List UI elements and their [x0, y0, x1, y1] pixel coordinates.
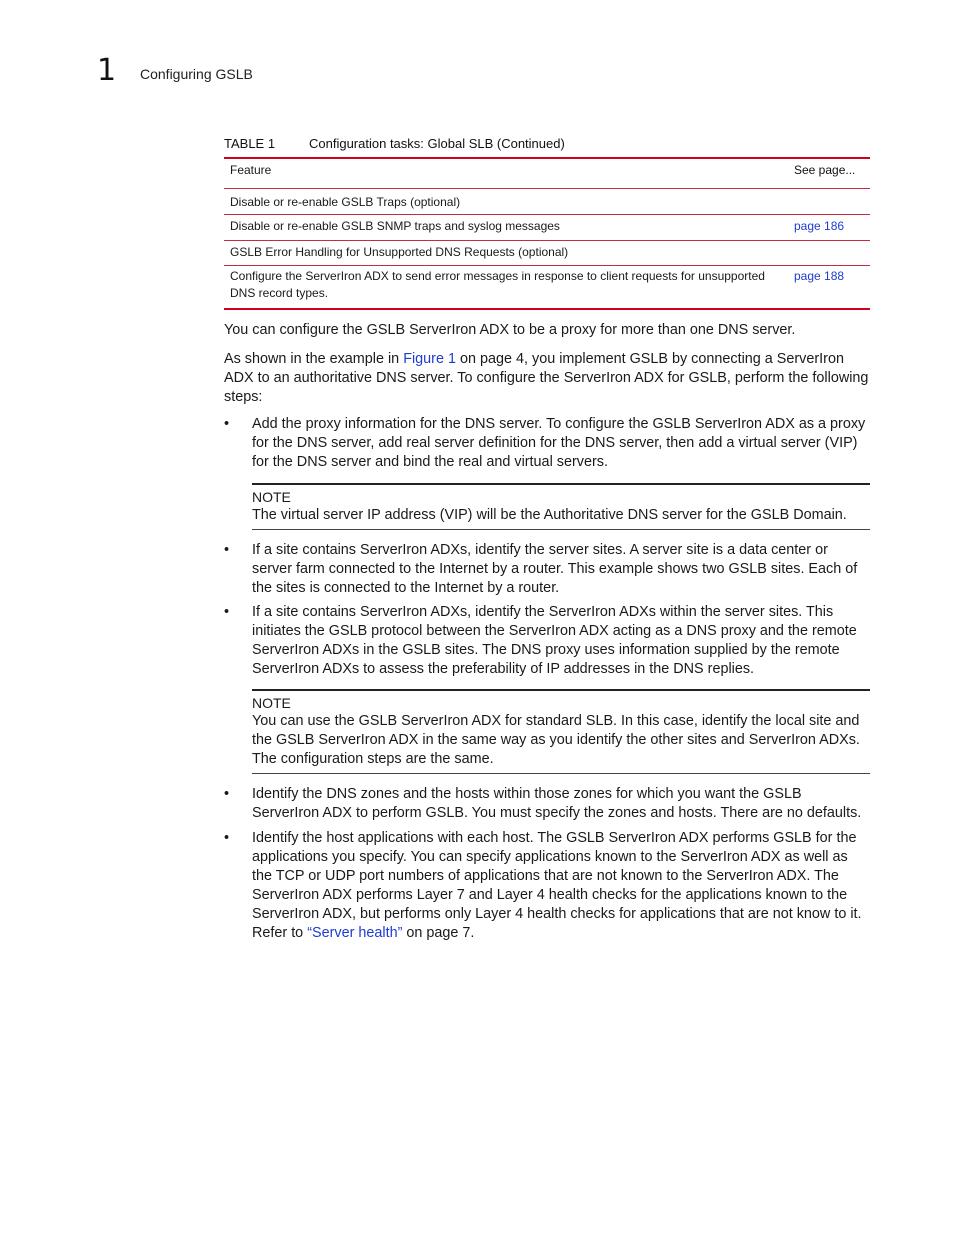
table-caption-title: Configuration tasks: Global SLB (Continued) [309, 136, 565, 151]
row-page-link[interactable]: page 188 [794, 269, 845, 283]
bullet-icon: • [224, 786, 230, 802]
table-row [224, 189, 870, 215]
list-item-text-part: Identify the host applications with each host. The GSLB ServerIron ADX performs GSLB for the applications you specify. You can specify applications known to the ServerIron ADX as well as the TCP or UDP port numbers of applications that are not known to the ServerIron ADX. The ServerIron ADX performs Layer 7 and Layer 4 health checks for the applications known to the ServerIron ADX, but performs only Layer 4 health checks for applications that are not know to it. Refer to [252, 830, 862, 941]
row-page [794, 194, 870, 214]
row-feature: Disable or re-enable GSLB SNMP traps and syslog messages [230, 219, 560, 233]
note-box [252, 689, 870, 774]
figure-1-link[interactable]: Figure 1 [403, 351, 456, 367]
config-tasks-table [224, 157, 870, 310]
header-see-page: See page... [794, 163, 856, 177]
list-item-text-part: on page 7. [402, 925, 475, 941]
note-box [252, 483, 870, 530]
bullet-icon: • [224, 604, 230, 620]
table-row [224, 215, 870, 241]
table-caption [224, 136, 565, 152]
server-health-link[interactable]: “Server health” [307, 925, 403, 941]
bullet-icon: • [224, 830, 230, 846]
table-caption-label: TABLE 1 [224, 136, 276, 151]
list-item-text: Identify the DNS zones and the hosts within those zones for which you want the GSLB ServerIron ADX to perform GSLB. You must specify the zones and hosts. There are no defaults. [252, 786, 862, 821]
table-row [224, 241, 870, 266]
row-feature: Configure the ServerIron ADX to send error messages in response to client requests for unsupported DNS record types. [230, 269, 765, 300]
list-item-text: Add the proxy information for the DNS server. To configure the GSLB ServerIron ADX as a proxy for the DNS server, add real server definition for the DNS server, then add a virtual server (VIP) for the DNS server and bind the real and virtual servers. [252, 416, 866, 470]
row-feature: GSLB Error Handling for Unsupported DNS Requests (optional) [230, 245, 569, 259]
note-text: The virtual server IP address (VIP) will be the Authoritative DNS server for the GSLB Domain. [252, 507, 847, 523]
bullet-icon: • [224, 542, 230, 558]
list-item-text: If a site contains ServerIron ADXs, identify the server sites. A server site is a data center or server farm connected to the Internet by a router. This example shows two GSLB sites. Each of the sites is connected to the Internet by a router. [252, 542, 858, 596]
paragraph-steps [224, 350, 870, 407]
note-title: NOTE [252, 489, 291, 505]
paragraph-proxy: You can configure the GSLB ServerIron ADX to be a proxy for more than one DNS server. [224, 322, 796, 338]
chapter-number: 1 [97, 53, 117, 88]
header-feature: Feature [230, 163, 272, 177]
table-row [224, 266, 870, 308]
row-feature: Disable or re-enable GSLB Traps (optional) [230, 195, 461, 209]
bullet-icon: • [224, 416, 230, 432]
note-text: You can use the GSLB ServerIron ADX for standard SLB. In this case, identify the local site and the GSLB ServerIron ADX in the same way as you identify the other sites and ServerIron ADXs. The configuration steps are the same. [252, 713, 860, 767]
note-title: NOTE [252, 695, 291, 711]
row-page-link[interactable]: page 186 [794, 219, 845, 233]
paragraph-text: on page 4, you implement GSLB by connecting a ServerIron ADX to an authoritative DNS server. To configure the ServerIron ADX for GSLB, perform the following steps: [224, 351, 869, 405]
paragraph-text: As shown in the example in [224, 351, 404, 367]
table-header-row [224, 159, 870, 189]
row-page [794, 244, 870, 265]
list-item-text: If a site contains ServerIron ADXs, identify the ServerIron ADXs within the server sites. This initiates the GSLB protocol between the ServerIron ADX acting as a DNS proxy and the remote ServerIron ADXs in the GSLB sites. The DNS proxy uses information supplied by the remote ServerIron ADXs to assess the preferability of IP addresses in the DNS replies. [252, 604, 857, 677]
list-item-text [252, 829, 870, 943]
chapter-title: Configuring GSLB [140, 66, 253, 82]
